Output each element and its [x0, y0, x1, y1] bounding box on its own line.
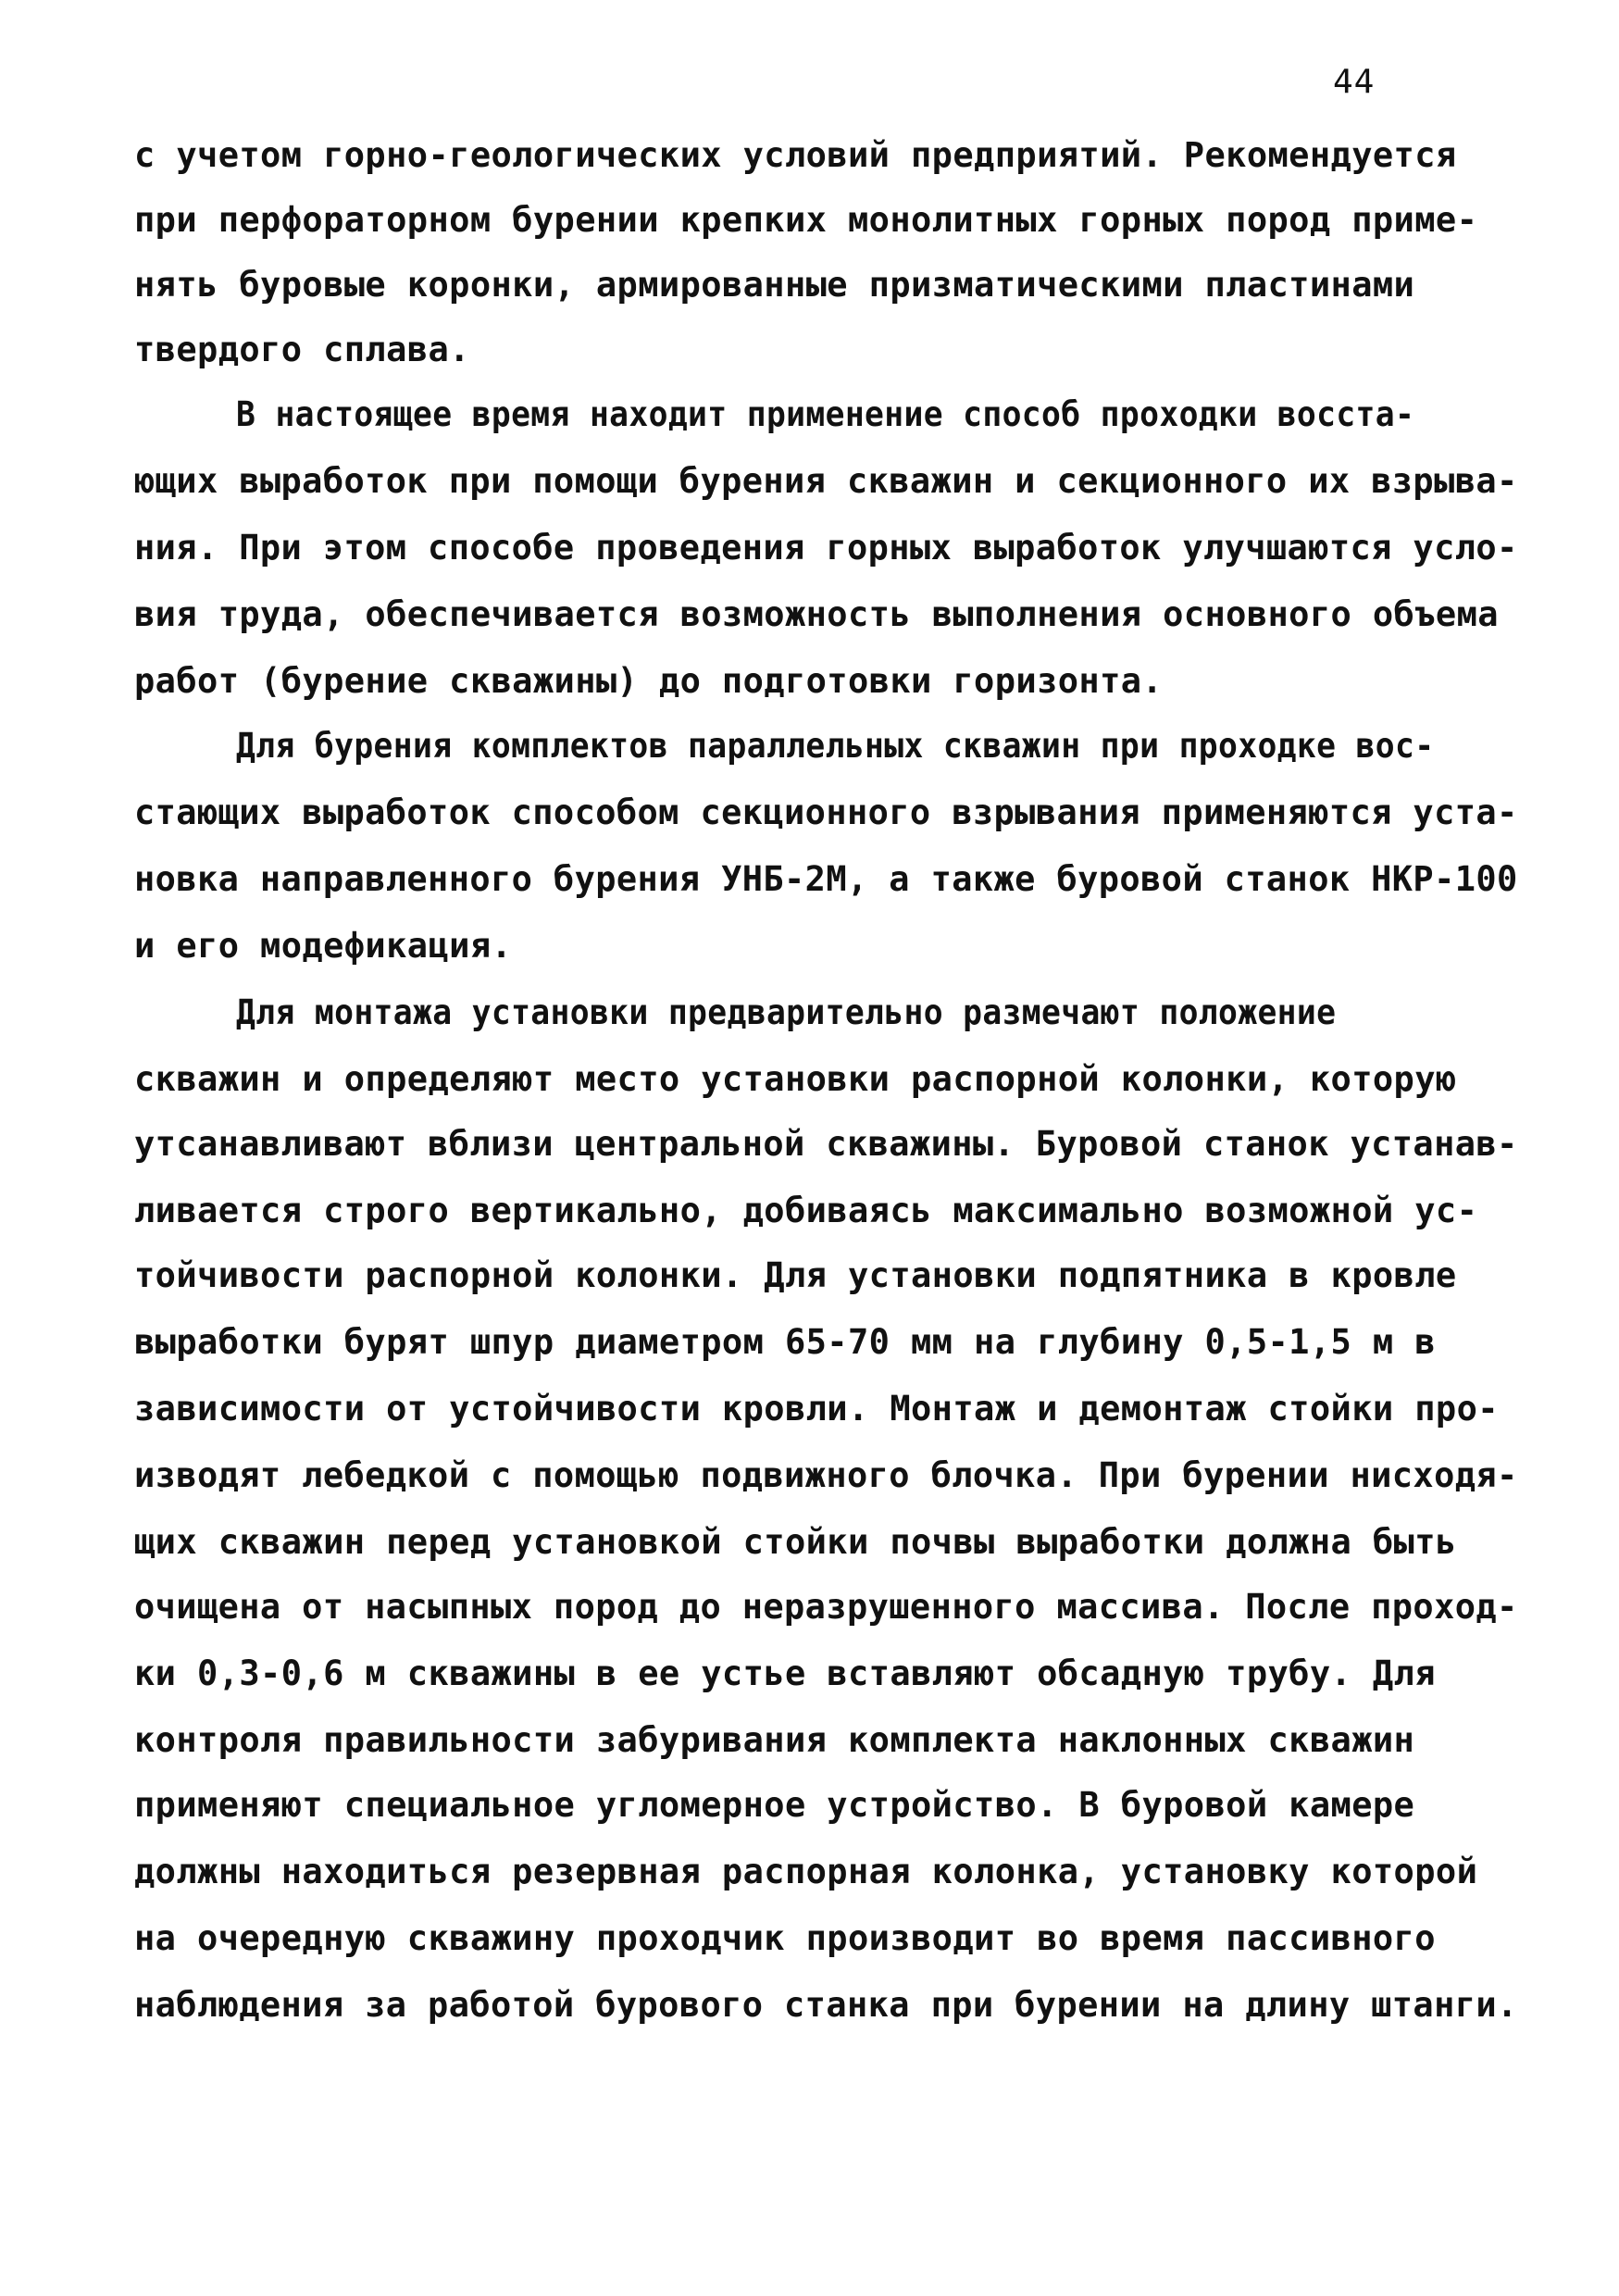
text-line: и его модефикация.: [134, 926, 513, 966]
text-line: очищена от насыпных пород до неразрушенного массива. После проход-: [134, 1587, 1518, 1627]
text-line: должны находиться резервная распорная колонка, установку которой: [134, 1852, 1478, 1891]
text-line: утсанавливают вблизи центральной скважины. Буровой станок устанав-: [134, 1124, 1518, 1164]
text-line: ния. При этом способе проведения горных выработок улучшаются усло-: [134, 528, 1518, 568]
text-line: ливается строго вертикально, добиваясь максимально возможной ус-: [134, 1191, 1478, 1230]
text-line: нять буровые коронки, армированные призматическими пластинами: [134, 265, 1415, 305]
text-line: применяют специальное угломерное устройство. В буровой камере: [134, 1785, 1415, 1825]
text-line: стающих выработок способом секционного взрывания применяются уста-: [134, 792, 1518, 832]
text-line: В настоящее время находит применение способ проходки восста-: [236, 394, 1415, 434]
text-line: Для бурения комплектов параллельных скважин при проходке вос-: [236, 726, 1435, 766]
text-line: Для монтажа установки предварительно размечают положение: [236, 992, 1337, 1032]
text-line: с учетом горно-геологических условий предприятий. Рекомендуется: [134, 135, 1457, 175]
text-line: твердого сплава.: [134, 330, 470, 369]
text-line: выработки бурят шпур диаметром 65-70 мм на глубину 0,5-1,5 м в: [134, 1322, 1436, 1362]
text-line: наблюдения за работой бурового станка при бурении на длину штанги.: [134, 1985, 1518, 2025]
text-line: вия труда, обеспечивается возможность выполнения основного объема: [134, 594, 1499, 634]
text-line: работ (бурение скважины) до подготовки горизонта.: [134, 661, 1164, 701]
text-line: щих скважин перед установкой стойки почвы выработки должна быть: [134, 1522, 1457, 1562]
page-number: 44: [1333, 63, 1376, 101]
text-line: тойчивости распорной колонки. Для установки подпятника в кровле: [134, 1255, 1457, 1295]
text-line: скважин и определяют место установки распорной колонки, которую: [134, 1059, 1457, 1099]
text-line: новка направленного бурения УНБ-2М, а также буровой станок НКР-100: [134, 859, 1518, 899]
text-line: контроля правильности забуривания комплекта наклонных скважин: [134, 1720, 1415, 1760]
text-line: ки 0,3-0,6 м скважины в ее устье вставляют обсадную трубу. Для: [134, 1653, 1436, 1693]
text-line: изводят лебедкой с помощью подвижного блочка. При бурении нисходя-: [134, 1455, 1518, 1495]
text-line: на очередную скважину проходчик производит во время пассивного: [134, 1918, 1436, 1958]
text-line: зависимости от устойчивости кровли. Монтаж и демонтаж стойки про-: [134, 1389, 1499, 1429]
text-line: при перфораторном бурении крепких монолитных горных пород приме-: [134, 200, 1478, 240]
text-line: ющих выработок при помощи бурения скважин и секционного их взрыва-: [134, 461, 1518, 501]
